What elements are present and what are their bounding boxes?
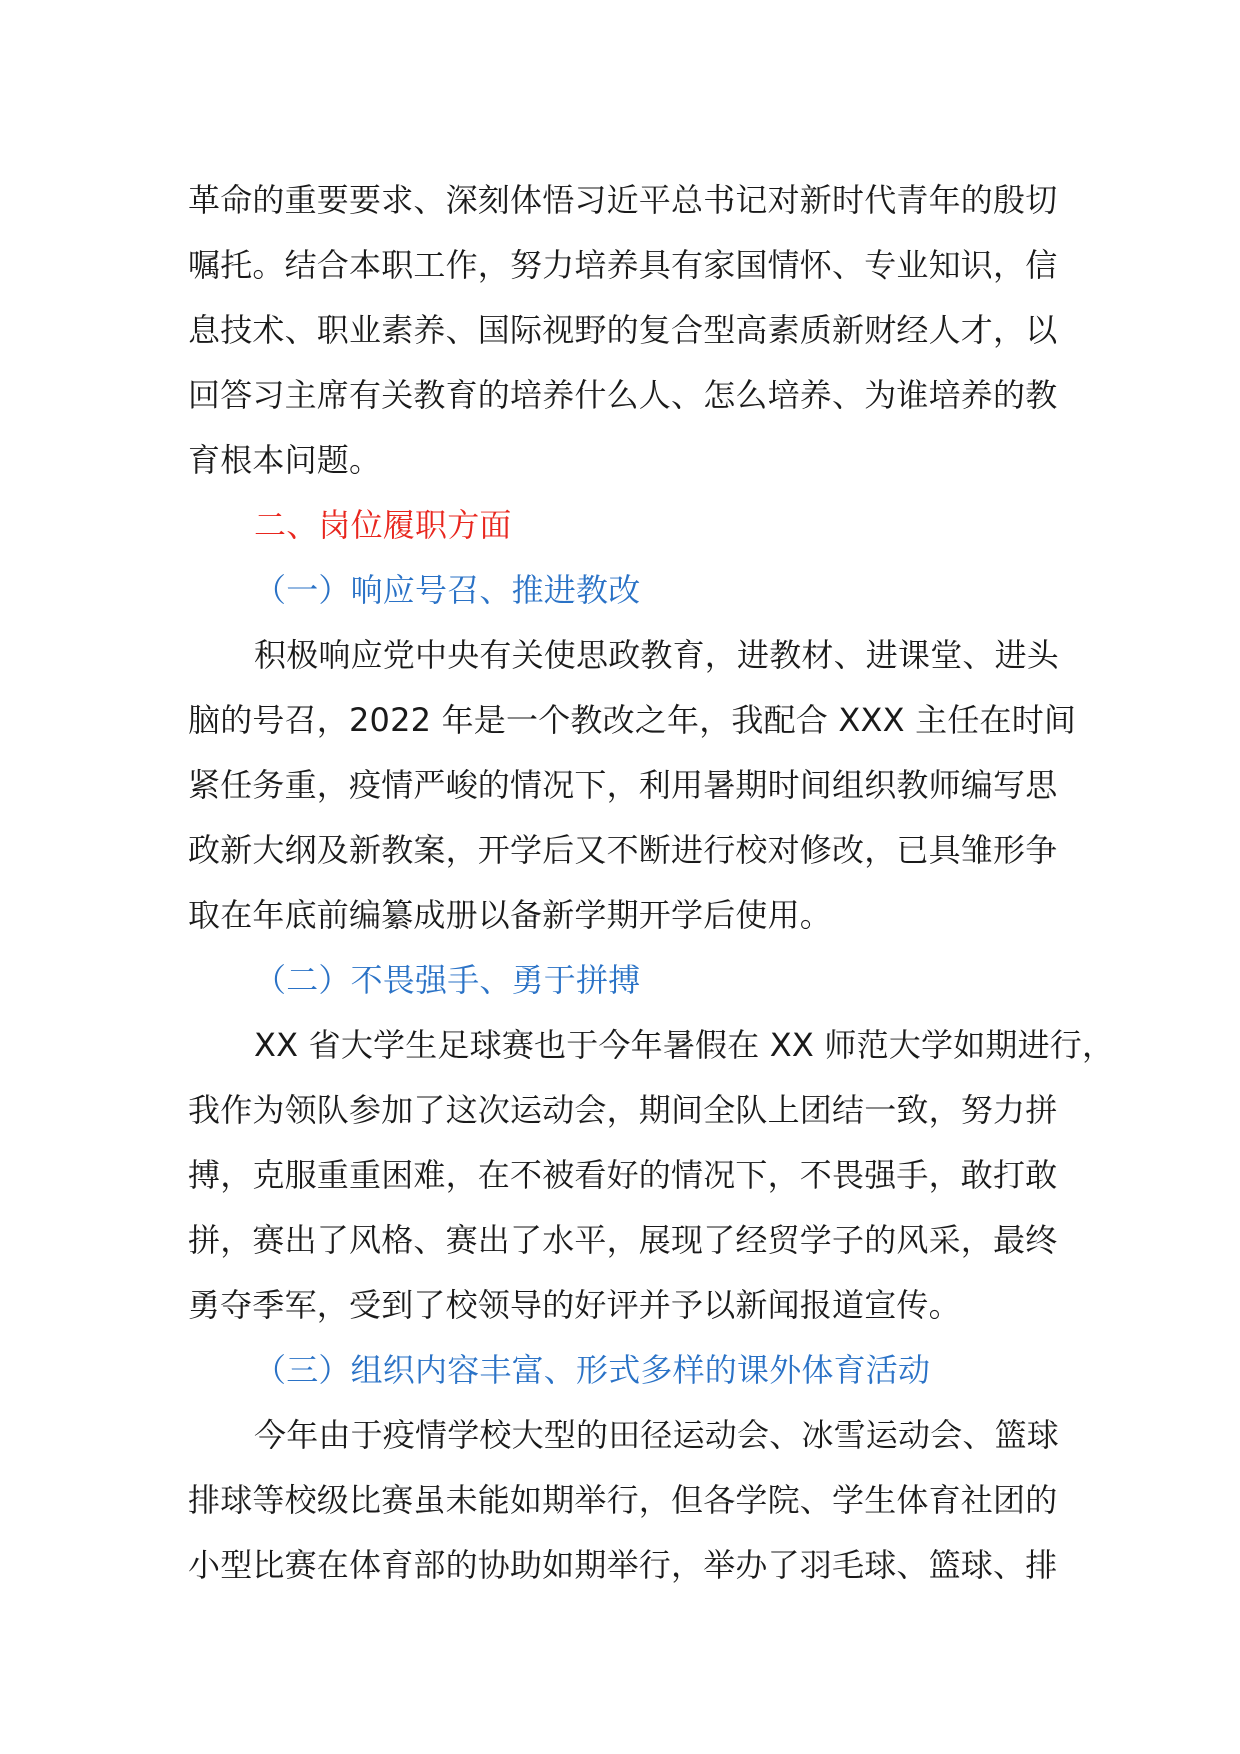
document-body: [188, 168, 1115, 1598]
paragraph-line: 积极响应党中央有关使思政教育，进教材、进课堂、进头: [254, 636, 1060, 674]
paragraph-line: 搏，克服重重困难，在不被看好的情况下，不畏强手，敢打敢: [188, 1156, 1058, 1194]
paragraph-line: 排球等校级比赛虽未能如期举行，但各学院、学生体育社团的: [188, 1481, 1058, 1519]
paragraph-line: 回答习主席有关教育的培养什么人、怎么培养、为谁培养的教: [188, 376, 1058, 414]
paragraph-line: 革命的重要要求、深刻体悟习近平总书记对新时代青年的殷切: [188, 181, 1058, 219]
paragraph-line: 小型比赛在体育部的协助如期举行，举办了羽毛球、篮球、排: [188, 1546, 1058, 1584]
paragraph-line: 取在年底前编纂成册以备新学期开学后使用。: [188, 896, 833, 934]
subsection-heading: （一）响应号召、推进教改: [254, 571, 641, 609]
paragraph-line: 政新大纲及新教案，开学后又不断进行校对修改，已具雏形争: [188, 831, 1058, 869]
paragraph-line: 脑的号召，2022 年是一个教改之年，我配合 XXX 主任在时间: [188, 701, 1077, 739]
section-heading: 二、岗位履职方面: [254, 506, 512, 544]
paragraph-line: 拼，赛出了风格、赛出了水平，展现了经贸学子的风采，最终: [188, 1221, 1058, 1259]
paragraph-line: XX 省大学生足球赛也于今年暑假在 XX 师范大学如期进行，: [254, 1026, 1115, 1064]
subsection-heading: （三）组织内容丰富、形式多样的课外体育活动: [254, 1351, 931, 1389]
paragraph-line: 今年由于疫情学校大型的田径运动会、冰雪运动会、篮球: [254, 1416, 1060, 1454]
paragraph-line: 我作为领队参加了这次运动会，期间全队上团结一致，努力拼: [188, 1091, 1058, 1129]
subsection-heading: （二）不畏强手、勇于拼搏: [254, 961, 641, 999]
paragraph-line: 育根本问题。: [188, 441, 382, 479]
paragraph-line: 勇夺季军，受到了校领导的好评并予以新闻报道宣传。: [188, 1286, 961, 1324]
paragraph-line: 息技术、职业素养、国际视野的复合型高素质新财经人才，以: [188, 311, 1058, 349]
paragraph-line: 紧任务重，疫情严峻的情况下，利用暑期时间组织教师编写思: [188, 766, 1058, 804]
paragraph-line: 嘱托。结合本职工作，努力培养具有家国情怀、专业知识，信: [188, 246, 1058, 284]
